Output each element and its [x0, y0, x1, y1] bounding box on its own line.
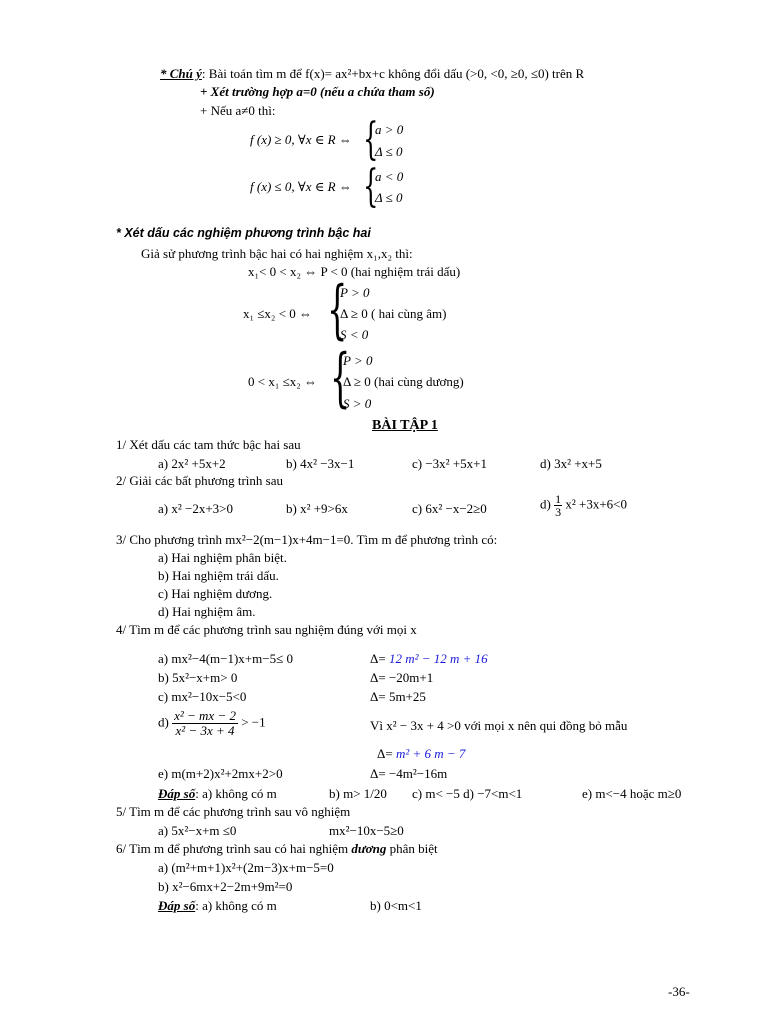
q4-answer	[158, 786, 277, 802]
q1a: a) 2x² +5x+2	[158, 456, 226, 471]
q4e-delta: Δ= −4m²−16m	[370, 766, 448, 781]
q2b: b) x² +9>6x	[286, 501, 348, 516]
brace-icon: {	[327, 273, 348, 347]
q4d-denominator: x² − 3x + 4	[175, 723, 235, 738]
q1c: c) −3x² +5x+1	[412, 456, 487, 471]
signs-heading: * Xét dấu các nghiệm phương trình bậc hai	[116, 226, 371, 240]
cond1-line1: a > 0	[375, 122, 404, 137]
signs-intro: Giả sử phương trình bậc hai có hai nghiệm x₁,x₂ thì:	[141, 246, 413, 261]
q4-answer-b: b) m> 1/20	[329, 786, 387, 801]
q4d-rhs: > −1	[241, 714, 266, 730]
q3a: a) Hai nghiệm phân biệt.	[158, 550, 287, 565]
q4-answer-a: : a) không có m	[195, 786, 277, 801]
q6	[116, 841, 438, 857]
q4b-delta: Δ= −20m+1	[370, 670, 434, 685]
q4: 4/ Tìm m để các phương trình sau nghiệm đúng với mọi x	[116, 622, 417, 637]
signs-rule3-line2: Δ ≥ 0 (hai cùng dương)	[343, 374, 464, 389]
q1: 1/ Xét dấu các tam thức bậc hai sau	[116, 437, 301, 452]
q6-answer-b: b) 0<m<1	[370, 898, 422, 913]
q3b: b) Hai nghiệm trái dấu.	[158, 568, 279, 583]
q4b: b) 5x²−x+m> 0	[158, 670, 238, 685]
q6-answer-a: : a) không có m	[195, 898, 277, 913]
one-third-fraction	[554, 493, 562, 518]
q2: 2/ Giải các bất phương trình sau	[116, 473, 283, 488]
q2d	[540, 493, 627, 518]
signs-rule3-line3: S > 0	[343, 396, 372, 411]
q6-answer	[158, 898, 277, 914]
q2d-numerator: 1	[555, 492, 562, 506]
note-text: : Bài toán tìm m để f(x)= ax²+bx+c không đổi dấu (>0, <0, ≥0, ≤0) trên R	[201, 66, 585, 81]
q4c-delta: Δ= 5m+25	[370, 689, 426, 704]
q2a: a) x² −2x+3>0	[158, 501, 233, 516]
q6b: b) x²−6mx+2−2m+9m²=0	[158, 879, 293, 894]
signs-rule1: x₁< 0 < x₂ ⇔ P < 0 (hai nghiệm trái dấu)	[248, 264, 461, 279]
q3: 3/ Cho phương trình mx²−2(m−1)x+4m−1=0. Tìm m để phương trình có:	[116, 532, 498, 547]
answer-label: Đáp số	[158, 786, 196, 801]
signs-rule3-line1: P > 0	[343, 353, 373, 368]
note-case-anot0: + Nếu a≠0 thì:	[200, 103, 276, 118]
signs-rule2-line1: P > 0	[340, 285, 370, 300]
delta-label: Δ=	[370, 651, 386, 666]
cond2-line2: Δ ≤ 0	[375, 190, 403, 205]
brace-icon: {	[330, 341, 351, 415]
cond2-line1: a < 0	[375, 169, 404, 184]
q6-text: 6/ Tìm m để phương trình sau có hai nghiệm	[116, 841, 352, 856]
q4d-fraction	[172, 709, 238, 738]
signs-rule2-line2: Δ ≥ 0 ( hai cùng âm)	[340, 306, 447, 321]
signs-rule2-line3: S < 0	[340, 327, 369, 342]
page-number: -36-	[668, 984, 690, 999]
brace-icon: {	[363, 161, 379, 212]
q4a-delta-value: 12 m² − 12 m + 16	[388, 651, 488, 666]
q2d-rest: x² +3x+6<0	[565, 496, 627, 512]
note-prefix: * Chú ý	[160, 66, 202, 81]
q5: 5/ Tìm m để các phương trình sau vô nghiệm	[116, 804, 351, 819]
cond1-line2: Δ ≤ 0	[375, 144, 403, 159]
delta-label: Δ=	[377, 746, 393, 761]
q4c: c) mx²−10x−5<0	[158, 689, 247, 704]
q4a-delta	[370, 651, 488, 667]
signs-rule3-lhs: 0 < x₁ ≤x₂ ⇔	[248, 374, 318, 389]
q4d-numerator: x² − mx − 2	[174, 708, 236, 723]
q2d-prefix: d)	[540, 496, 551, 512]
exercise-title: BÀI TẬP 1	[372, 418, 438, 433]
q1b: b) 4x² −3x−1	[286, 456, 355, 471]
note-case-a0: + Xét trường hợp a=0 (nếu a chứa tham số)	[200, 84, 435, 99]
q4e: e) m(m+2)x²+2mx+2>0	[158, 766, 283, 781]
q5a: a) 5x²−x+m ≤0	[158, 823, 237, 838]
q2d-denominator: 3	[555, 505, 562, 519]
q4d-prefix: d)	[158, 714, 169, 730]
note-line	[160, 66, 584, 82]
q3d: d) Hai nghiệm âm.	[158, 604, 256, 619]
q4d-delta	[377, 746, 465, 762]
signs-rule2-lhs: x₁ ≤x₂ < 0 ⇔	[243, 306, 313, 321]
q4d	[158, 709, 266, 738]
q2c: c) 6x² −x−2≥0	[412, 501, 487, 516]
q3c: c) Hai nghiệm dương.	[158, 586, 273, 601]
brace-icon: {	[363, 114, 379, 165]
q4a: a) mx²−4(m−1)x+m−5≤ 0	[158, 651, 293, 666]
q1d: d) 3x² +x+5	[540, 456, 602, 471]
q5b: mx²−10x−5≥0	[329, 823, 404, 838]
q4d-delta-value: m² + 6 m − 7	[395, 746, 466, 761]
q6-emphasis: dương	[351, 841, 387, 856]
q4d-note: Vì x² − 3x + 4 >0 với mọi x nên qui đồng bỏ mẫu	[370, 718, 628, 733]
q6a: a) (m²+m+1)x²+(2m−3)x+m−5=0	[158, 860, 334, 875]
cond1-lhs: f (x) ≥ 0, ∀x ∈ R ⇔	[250, 132, 352, 147]
q4-answer-e: e) m<−4 hoặc m≥0	[582, 786, 682, 801]
q6-text-end: phân biệt	[386, 841, 438, 856]
q4-answer-cd: c) m< −5 d) −7<m<1	[412, 786, 523, 801]
cond2-lhs: f (x) ≤ 0, ∀x ∈ R ⇔	[250, 179, 352, 194]
answer-label: Đáp số	[158, 898, 196, 913]
